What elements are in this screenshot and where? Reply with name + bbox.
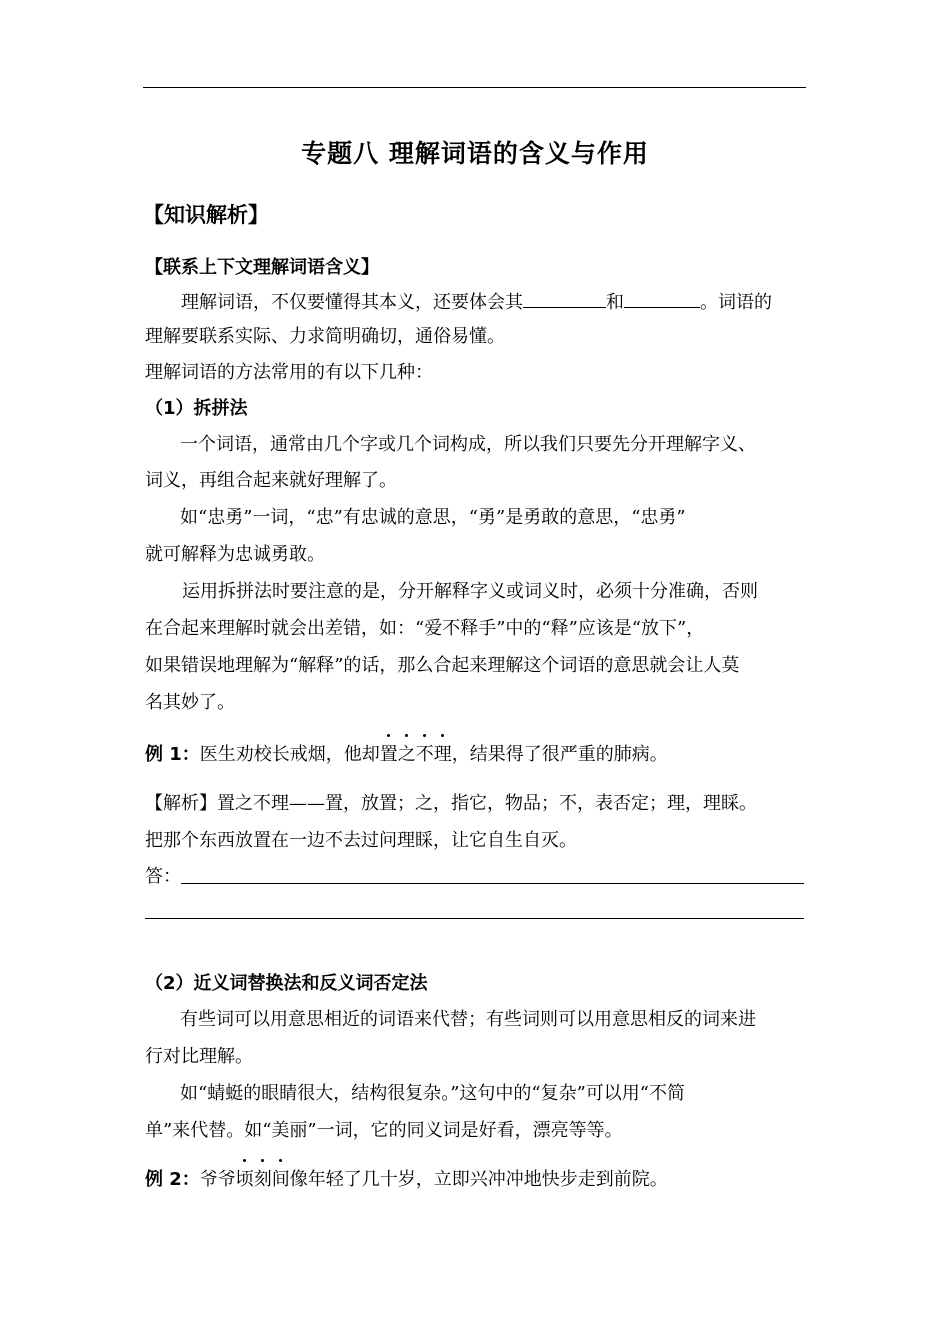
method2-paragraph1-line1: 有些词可以用意思相近的词语来代替；有些词则可以用意思相反的词来进 <box>180 1009 756 1030</box>
method1-paragraph2-line1: 如“忠勇”一词，“忠”有忠诚的意思，“勇”是勇敢的意思，“忠勇” <box>180 507 686 528</box>
fill-in-blank-1[interactable] <box>523 289 606 308</box>
answer-line-1[interactable] <box>181 883 804 884</box>
emphasis-char: 间 <box>271 1169 290 1190</box>
method2-paragraph1-line2: 行对比理解。 <box>145 1046 253 1067</box>
intro-line-2: 理解要联系实际、力求简明确切，通俗易懂。 <box>145 326 505 347</box>
intro-text-a: 理解词语，不仅要懂得其本义，还要体会其 <box>181 292 523 313</box>
emphasis-char: 顷 <box>235 1169 254 1190</box>
intro-line-3: 理解词语的方法常用的有以下几种： <box>145 362 433 383</box>
emphasis-char: 不 <box>415 744 434 765</box>
emphasis-char: 刻 <box>253 1169 272 1190</box>
analysis1-line2: 把那个东西放置在一边不去过问理睬，让它自生自灭。 <box>145 830 577 851</box>
method1-paragraph1-line1: 一个词语，通常由几个字或几个词构成，所以我们只要先分开理解字义、 <box>180 434 756 455</box>
method1-paragraph3-line4: 名其妙了。 <box>145 692 235 713</box>
method2-heading: （2）近义词替换法和反义词否定法 <box>145 973 428 994</box>
intro-text-mid: 和 <box>606 292 624 313</box>
method1-heading: （1）拆拼法 <box>145 398 248 419</box>
section-heading-knowledge: 【知识解析】 <box>143 203 269 227</box>
example2-label: 例 2： <box>145 1169 200 1190</box>
emphasis-char: 理 <box>433 744 452 765</box>
method1-paragraph1-line2: 词义，再组合起来就好理解了。 <box>145 470 397 491</box>
page-title: 专题八 理解词语的含义与作用 <box>301 139 649 168</box>
emphasis-char: 置 <box>379 744 398 765</box>
example1-text-after: ，结果得了很严重的肺病。 <box>451 744 668 765</box>
example2-text-after: 像年轻了几十岁，立即兴冲冲地快步走到前院。 <box>289 1169 668 1190</box>
analysis1-line1: 【解析】置之不理——置，放置；之，指它，物品；不，表否定；理，理睬。 <box>145 793 757 814</box>
emphasis-char: 之 <box>397 744 416 765</box>
answer-line-2[interactable] <box>145 918 804 919</box>
example1-text-before: 医生劝校长戒烟，他却 <box>199 744 380 765</box>
intro-line-1 <box>181 289 772 315</box>
example2 <box>145 1168 668 1192</box>
fill-in-blank-2[interactable] <box>624 289 700 308</box>
method1-paragraph3-line2: 在合起来理解时就会出差错，如：“爱不释手”中的“释”应该是“放下”， <box>145 618 705 639</box>
method1-paragraph3-line3: 如果错误地理解为“解释”的话，那么合起来理解这个词语的意思就会让人莫 <box>145 655 740 676</box>
method2-paragraph2-line1: 如“蜻蜓的眼睛很大，结构很复杂。”这句中的“复杂”可以用“不简 <box>180 1083 686 1104</box>
example1 <box>145 743 668 767</box>
method1-paragraph3-line1: 运用拆拼法时要注意的是，分开解释字义或词义时，必须十分准确，否则 <box>182 581 758 602</box>
example2-text-before: 爷爷 <box>199 1169 236 1190</box>
method2-paragraph2-line2: 单”来代替。如“美丽”一词，它的同义词是好看，漂亮等等。 <box>145 1120 623 1141</box>
answer-label: 答： <box>145 866 181 887</box>
method1-paragraph2-line2: 就可解释为忠诚勇敢。 <box>145 544 325 565</box>
intro-text-end: 。词语的 <box>700 292 772 313</box>
header-rule <box>143 87 806 88</box>
subsection-heading-context: 【联系上下文理解词语含义】 <box>145 257 379 278</box>
example1-label: 例 1： <box>145 744 200 765</box>
